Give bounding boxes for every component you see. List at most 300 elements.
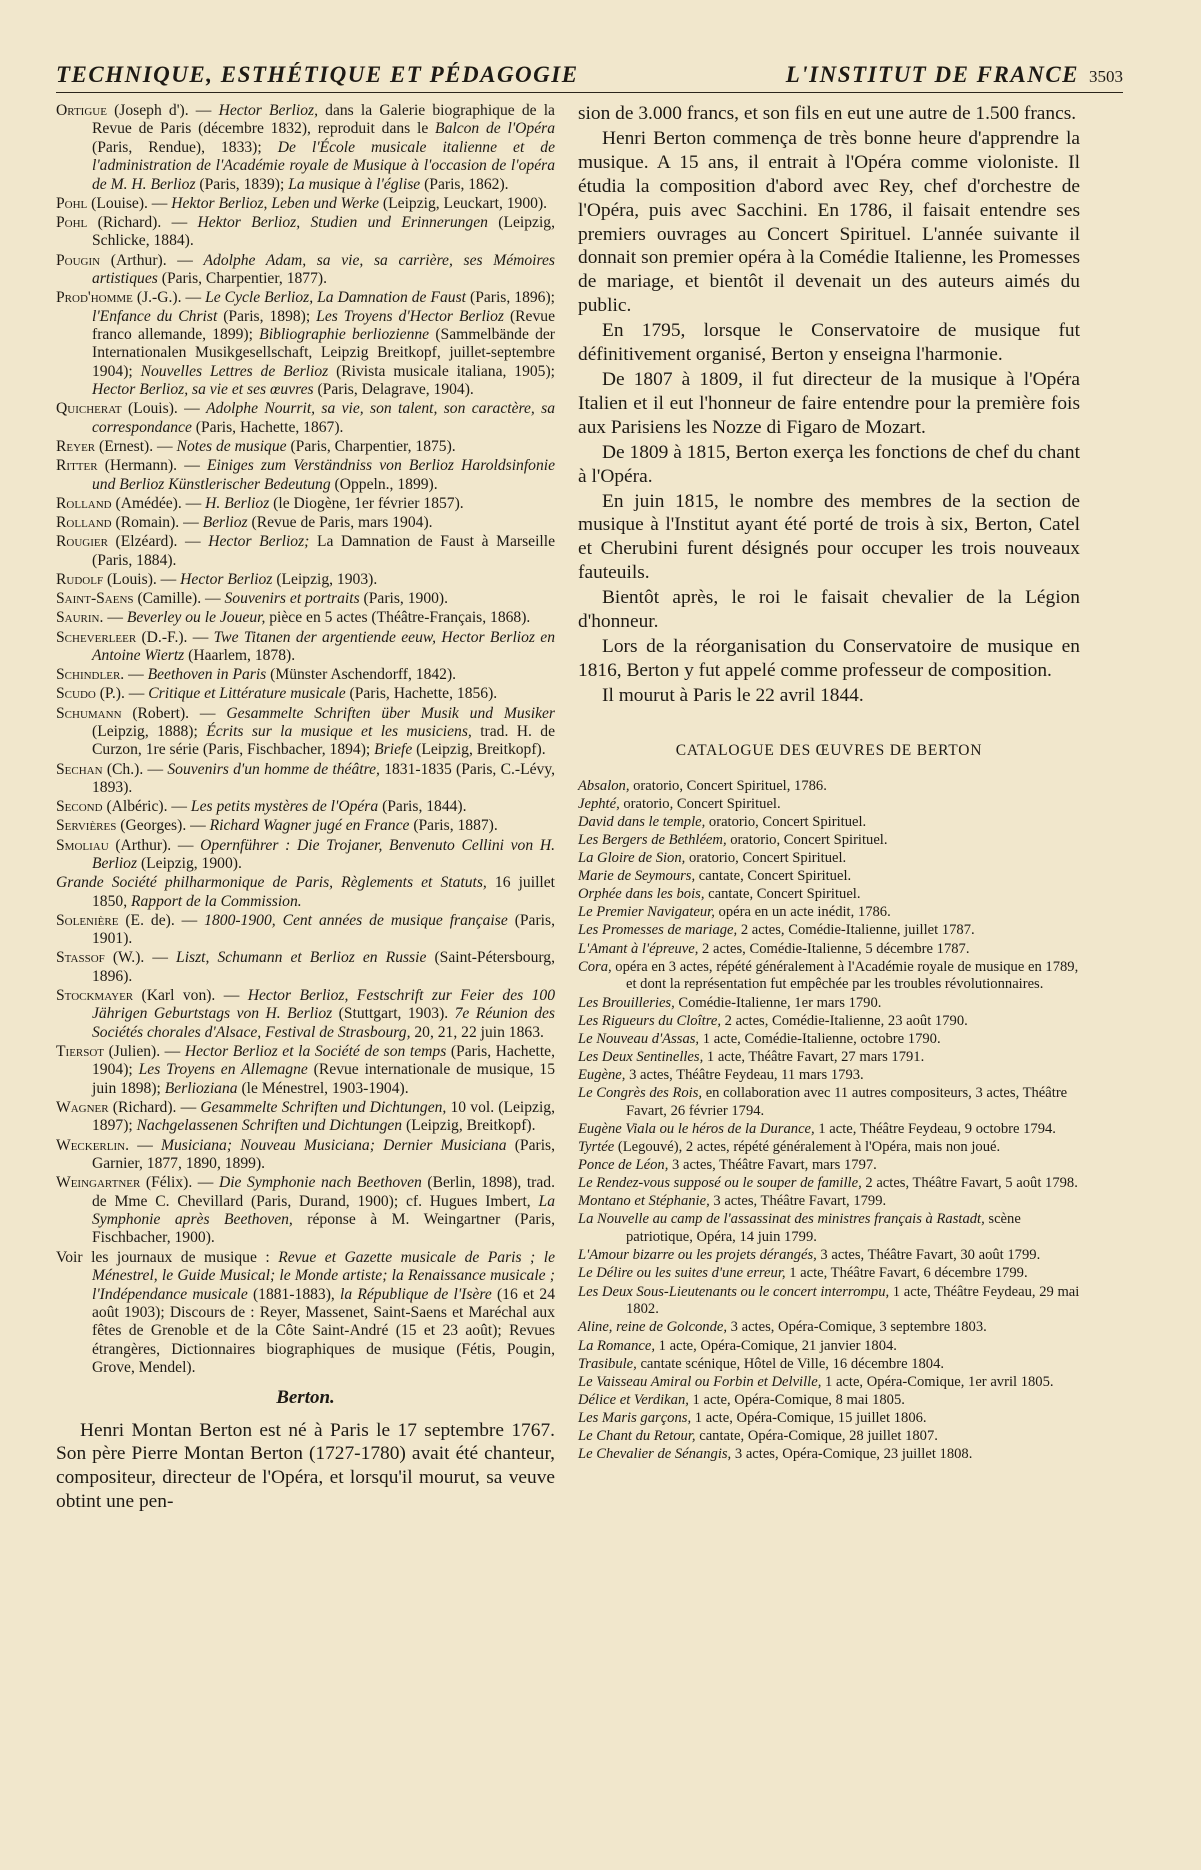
work-entry xyxy=(578,868,1080,886)
entry-title: Hector Berlioz; xyxy=(208,533,310,551)
entry-author: Wagner xyxy=(56,1099,109,1117)
entry-title: H. Berlioz xyxy=(205,494,270,512)
work-title: Ponce de Léon, xyxy=(578,1157,669,1174)
entry-text: (Haarlem, 1878). xyxy=(184,646,296,664)
bibliography-entry xyxy=(56,457,555,494)
entry-text: . — xyxy=(120,666,148,684)
entry-title: Nouvelles Lettres de Berlioz xyxy=(140,362,329,380)
entry-title: Hektor Berlioz, Leben und Werke xyxy=(171,194,380,212)
work-details: en collaboration avec 11 autres compositeurs, 3 actes, Théâtre Favart, 26 février 1794. xyxy=(626,1085,1068,1119)
entry-title: Rapport de la Commission. xyxy=(130,892,302,910)
entry-text: (Ch.). — xyxy=(102,760,168,778)
bibliography-entry xyxy=(56,666,555,684)
entry-title: Gesammelte Schriften und Dichtungen, xyxy=(200,1099,447,1117)
entry-text: (Paris, 1887). xyxy=(409,817,498,835)
entry-text: (Revue internationale de musique, 15 juin 1898); xyxy=(92,1061,555,1097)
entry-text: (Georges). — xyxy=(116,817,210,835)
bibliography-entry xyxy=(56,705,555,760)
work-entry xyxy=(578,922,1080,940)
biography-paragraph: Bientôt après, le roi le faisait chevalier de la Légion d'honneur. xyxy=(578,587,1080,633)
work-title: David dans le temple, xyxy=(578,813,706,830)
entry-text: (Paris, Delagrave, 1904). xyxy=(313,381,474,399)
entry-title: Beverley ou le Joueur, xyxy=(126,609,266,627)
entry-text: (Leipzig, Breitkopf). xyxy=(412,741,546,759)
entry-author: Weingartner xyxy=(56,1174,141,1192)
work-details: oratorio, Concert Spirituel. xyxy=(685,850,847,867)
entry-author: Scheverleer xyxy=(56,628,137,646)
work-details: oratorio, Concert Spirituel. xyxy=(726,831,888,848)
entry-title: Notes de musique xyxy=(176,438,287,456)
entry-text: (Paris, Hachette, 1867). xyxy=(191,418,344,436)
entry-title: Berlioziana xyxy=(164,1079,238,1097)
work-details: cantate scénique, Hôtel de Ville, 16 décembre 1804. xyxy=(636,1355,945,1372)
entry-text: (Richard). — xyxy=(87,214,198,232)
work-entry xyxy=(578,959,1080,995)
work-details: 3 actes, Théâtre Favart, 30 août 1799. xyxy=(816,1247,1041,1264)
work-title: Délice et Verdikan, xyxy=(578,1391,689,1408)
entry-text: (Paris, 1900). xyxy=(359,590,449,608)
section-title: Berton. xyxy=(276,1386,335,1408)
entry-text: (Leipzig, Leuckart, 1900). xyxy=(379,194,548,212)
entry-text: (Félix). — xyxy=(140,1174,219,1192)
entry-author: Sechan xyxy=(56,760,103,778)
entry-text: pièce en 5 actes (Théâtre-Français, 1868). xyxy=(265,609,531,627)
entry-text: (Paris, 1862). xyxy=(420,175,509,193)
bibliography-entry xyxy=(56,590,555,608)
entry-author: Tiersot xyxy=(56,1043,105,1061)
entry-text: 20, 21, 22 juin 1863. xyxy=(410,1023,544,1041)
entry-title: Musiciana; Nouveau Musiciana; Dernier Musiciana xyxy=(161,1136,507,1154)
work-title: Le Délire ou les suites d'une erreur, xyxy=(578,1265,786,1282)
entry-text: (Paris, 1844). xyxy=(378,798,467,816)
bibliography-entry xyxy=(56,798,555,816)
work-title: Les Promesses de mariage, xyxy=(578,922,738,939)
entry-text: trad. H. de Curzon, 1re série (Paris, Fischbacher, 1894); xyxy=(92,722,555,759)
biography-paragraph: Henri Montan Berton est né à Paris le 17 septembre 1767. Son père Pierre Montan Berton (1727-1780) avait été chanteur, compositeur, directeur de l'Opéra, et lorsqu'il mourut, sa veuve obtint une pen- xyxy=(56,1419,555,1513)
entry-title: Hector Berlioz, sa vie et ses œuvres xyxy=(92,381,314,399)
works-catalogue xyxy=(578,778,1080,1464)
bibliography-entry xyxy=(56,289,555,399)
work-details: 1 acte, Théâtre Favart, 6 décembre 1799. xyxy=(785,1265,1028,1282)
bibliography-entry xyxy=(56,533,555,570)
biography-paragraph: Il mourut à Paris le 22 avril 1844. xyxy=(602,684,864,706)
entry-author: Second xyxy=(56,798,103,816)
work-title: Le Rendez-vous supposé ou le souper de famille, xyxy=(578,1175,862,1192)
entry-text: (Ernest). — xyxy=(95,438,177,456)
entry-text: (W.). — xyxy=(104,949,177,967)
work-title: Tyrtée xyxy=(578,1139,615,1156)
entry-author: Rolland xyxy=(56,514,112,532)
biography-paragraph: De 1809 à 1815, Berton exerça les fonctions de chef du chant à l'Opéra. xyxy=(578,441,1080,487)
entry-text: (Arthur). — xyxy=(100,251,204,269)
entry-text: 10 vol. (Leipzig, 1897); xyxy=(92,1099,555,1135)
work-details: 3 actes, Théâtre Favart, mars 1797. xyxy=(668,1157,877,1174)
entry-text: (Revue de Paris, mars 1904). xyxy=(247,514,433,532)
work-details: opéra en 3 actes, répété généralement à l'Académie royale de musique en 1789, et dont la représentation fut empêchée par les troubles révolutionnaires. xyxy=(611,958,1079,993)
work-entry xyxy=(578,1247,1080,1265)
work-title: Cora, xyxy=(578,958,612,975)
bibliography-entry xyxy=(56,874,555,911)
work-title: Trasibule, xyxy=(578,1355,637,1372)
work-details: 1 acte, Opéra-Comique, 21 janvier 1804. xyxy=(655,1337,897,1354)
work-title: L'Amant à l'épreuve, xyxy=(578,940,699,957)
work-title: Eugène, xyxy=(578,1066,626,1083)
entry-title: Briefe xyxy=(374,741,413,759)
entry-title: Hector Berlioz et la Société de son temps xyxy=(184,1043,447,1061)
entry-text: (J.-G.). — xyxy=(132,289,206,307)
biography-paragraph: En juin 1815, le nombre des membres de la section de musique à l'Institut ayant été porté de trois à six, Berton, Catel et Cherubini furent désignés pour occuper les trois nouveaux fauteuils. xyxy=(578,490,1080,584)
work-entry xyxy=(578,1067,1080,1085)
work-details: 2 actes, Comédie-Italienne, 23 août 1790. xyxy=(720,1012,968,1029)
entry-text: (Rivista musicale italiana, 1905); xyxy=(328,362,555,380)
entry-author: Quicherat xyxy=(56,400,122,418)
entry-text: (Louis). — xyxy=(103,570,181,588)
entry-author: Servières xyxy=(56,817,117,835)
entry-author: Schumann xyxy=(56,704,122,722)
work-entry xyxy=(578,1374,1080,1392)
entry-title: 1800-1900, Cent années de musique française xyxy=(204,911,508,929)
entry-text: (Julien). — xyxy=(104,1043,185,1061)
entry-text: (Louis). — xyxy=(121,400,207,418)
entry-text: (Paris, 1896); xyxy=(466,289,555,307)
entry-text: (Revue franco allemande, 1899); xyxy=(92,307,555,344)
work-entry xyxy=(578,995,1080,1013)
entry-text: (Leipzig, 1888); xyxy=(92,722,207,740)
work-title: Les Brouilleries, xyxy=(578,994,675,1011)
work-entry xyxy=(578,1356,1080,1374)
catalogue-title: CATALOGUE DES ŒUVRES DE BERTON xyxy=(675,741,983,759)
work-entry xyxy=(578,1211,1080,1247)
work-entry xyxy=(578,1284,1080,1320)
entry-title: Twe Titanen der argentiende eeuw, Hector Berlioz en Antoine Wiertz xyxy=(92,628,556,664)
entry-title: Adolphe Nourrit, sa vie, son talent, son caractère, sa correspondance xyxy=(92,400,555,436)
entry-text: (Hermann). — xyxy=(97,457,207,475)
entry-text: (1881-1883), xyxy=(247,1285,341,1303)
entry-author: Weckerlin xyxy=(56,1136,126,1154)
running-head xyxy=(56,62,1123,92)
entry-title: Les Troyens d'Hector Berlioz xyxy=(316,307,504,325)
work-details: 1 acte, Opéra-Comique, 8 mai 1805. xyxy=(688,1391,905,1408)
entry-text: (Paris, Charpentier, 1877). xyxy=(157,270,327,288)
entry-text: La Damnation de Faust à Marseille (Paris, 1884). xyxy=(92,533,555,569)
entry-text: (Paris, 1898); xyxy=(217,307,317,325)
biography-paragraph: De 1807 à 1809, il fut directeur de la musique à l'Opéra Italien et il eut l'honneur de faire entendre pour la première fois aux Parisiens les Nozze di Figaro de Mozart. xyxy=(578,368,1080,438)
bibliography-entry xyxy=(56,1099,555,1136)
biography-paragraph: Henri Berton commença de très bonne heure d'apprendre la musique. A 15 ans, il entrait à l'Opéra comme violoniste. Il étudia la composition d'abord avec Rey, chef d'orchestre de l'Opéra, puis avec Sacchini. En 1786, il faisait entendre ses premiers ouvrages au Concert Spirituel. L'année suivante il donnait son premier opéra à la Comédie Italienne, les Promesses de mariage, et bientôt il devenait un des auteurs aimés du public. xyxy=(578,127,1080,317)
entry-author: Ortigue xyxy=(56,102,107,119)
entry-title: l'Enfance du Christ xyxy=(92,307,218,325)
entry-title: Les Troyens en Allemagne xyxy=(138,1061,308,1079)
work-title: Le Nouveau d'Assas, xyxy=(578,1030,700,1047)
entry-title: Le Cycle Berlioz, La Damnation de Faust xyxy=(205,289,466,307)
bibliography-entry xyxy=(56,1249,555,1378)
entry-author: Reyer xyxy=(56,438,96,456)
work-entry xyxy=(578,1031,1080,1049)
entry-text: (Stuttgart, 1903). xyxy=(332,1005,455,1023)
entry-title: Souvenirs et portraits xyxy=(224,590,360,608)
work-details: 3 actes, Théâtre Favart, 1799. xyxy=(709,1193,887,1210)
entry-author: Saurin xyxy=(56,609,100,627)
work-details: 2 actes, Comédie-Italienne, juillet 1787. xyxy=(737,922,975,939)
entry-text: (Paris, Charpentier, 1875). xyxy=(286,438,456,456)
work-details: oratorio, Concert Spirituel, 1786. xyxy=(629,777,827,794)
work-details: 1 acte, Opéra-Comique, 1er avril 1805. xyxy=(821,1373,1054,1390)
entry-author: Pougin xyxy=(56,251,101,269)
entry-title: Einiges zum Verständniss von Berlioz Haroldsinfonie und Berlioz Künstlerischer Bedeutung xyxy=(92,457,555,493)
entry-title: Adolphe Adam, sa vie, sa carrière, ses Mémoires artistiques xyxy=(92,251,555,288)
work-entry xyxy=(578,904,1080,922)
entry-text: . — xyxy=(125,1136,162,1154)
entry-title: Beethoven in Paris xyxy=(147,666,267,684)
work-title: Eugène Viala ou le héros de la Durance, xyxy=(578,1120,815,1137)
work-entry xyxy=(578,1013,1080,1031)
work-title: Les Maris garçons, xyxy=(578,1409,692,1426)
bibliography-entry xyxy=(56,817,555,835)
entry-text: (Paris, Rendue), 1833); xyxy=(92,138,278,156)
entry-text: (Robert). — xyxy=(121,704,227,722)
left-column xyxy=(56,102,555,1515)
work-title: Le Premier Navigateur, xyxy=(578,904,715,921)
entry-author: Stockmayer xyxy=(56,987,134,1005)
work-entry xyxy=(578,1319,1080,1337)
work-entry xyxy=(578,886,1080,904)
work-details: opéra en un acte inédit, 1786. xyxy=(714,904,891,921)
entry-text: 16 juillet 1850, xyxy=(92,874,555,910)
work-title: Le Chant du Retour, xyxy=(578,1428,696,1445)
entry-text: (Leipzig, 1903). xyxy=(272,570,378,588)
entry-text: Voir les journaux de musique : xyxy=(56,1248,279,1266)
work-details: 3 actes, Opéra-Comique, 23 juillet 1808. xyxy=(731,1446,973,1463)
entry-text: (Camille). — xyxy=(133,590,225,608)
entry-title: Balcon de l'Opéra xyxy=(435,120,556,138)
work-details: 3 actes, Opéra-Comique, 3 septembre 1803. xyxy=(727,1319,987,1336)
work-entry xyxy=(578,1265,1080,1283)
work-title: Montano et Stéphanie, xyxy=(578,1193,710,1210)
entry-text: (Münster Aschendorff, 1842). xyxy=(266,666,457,684)
entry-author: Rudolf xyxy=(56,570,104,588)
entry-text: (Leipzig, Breitkopf). xyxy=(402,1117,536,1135)
entry-title: Hektor Berlioz, Studien und Erinnerungen xyxy=(197,214,488,232)
work-details: oratorio, Concert Spirituel. xyxy=(619,795,781,812)
work-details: 1 acte, Théâtre Feydeau, 29 mai 1802. xyxy=(626,1283,1080,1318)
biography-paragraph: Lors de la réorganisation du Conservatoire de musique en 1816, Berton y fut appelé comme professeur de composition. xyxy=(578,635,1080,681)
entry-text: (Paris, Hachette, 1856). xyxy=(345,685,498,703)
entry-title: Die Symphonie nach Beethoven xyxy=(218,1174,422,1192)
entry-author: Scudo xyxy=(56,685,96,703)
entry-title: La musique à l'église xyxy=(288,175,421,193)
entry-text: (16 et 24 août 1903); Discours de : Reyer, Massenet, Saint-Saens et Maréchal aux fêtes de Grenoble et de la Côte Saint-André (15 et 23 août); Revues étrangères, Dictionnaires biographiques de musique (Fétis, Pougin, Grove, Mendel). xyxy=(92,1285,556,1377)
entry-title: Hector Berlioz, Festschrift zur Feier des 100 Jährigen Geburtstags von H. Berlioz xyxy=(92,987,556,1023)
work-title: Orphée dans les bois, xyxy=(578,886,705,903)
entry-text: (le Ménestrel, 1903-1904). xyxy=(237,1079,409,1097)
entry-text: (Paris, 1839); xyxy=(195,175,289,193)
work-title: Absalon, xyxy=(578,777,630,794)
entry-title: Richard Wagner jugé en France xyxy=(209,817,410,835)
entry-title: Écrits sur la musique et les musiciens, xyxy=(206,722,472,740)
entry-author: Pohl xyxy=(56,214,88,232)
entry-text: (Paris, 1901). xyxy=(92,911,555,948)
work-details: Comédie-Italienne, 1er mars 1790. xyxy=(674,994,882,1011)
entry-text: 1831-1835 (Paris, C.-Lévy, 1893). xyxy=(92,760,555,796)
entry-author: Rolland xyxy=(56,494,112,512)
header-rule xyxy=(56,92,1123,93)
entry-author: Rougier xyxy=(56,533,108,551)
entry-title: Opernführer : Die Trojaner, Benvenuto Cellini von H. Berlioz xyxy=(92,836,555,872)
bibliography-entry xyxy=(56,495,555,513)
entry-text: (Elzéard). — xyxy=(107,533,209,551)
work-entry xyxy=(578,1446,1080,1464)
bibliography-entry xyxy=(56,102,555,194)
bibliography-entry xyxy=(56,1043,555,1098)
work-entry xyxy=(578,1121,1080,1139)
work-details: 1 acte, Théâtre Favart, 27 mars 1791. xyxy=(703,1048,925,1065)
bibliography-list xyxy=(56,102,555,1378)
bibliography-entry xyxy=(56,214,555,251)
work-entry xyxy=(578,1338,1080,1356)
work-entry xyxy=(578,814,1080,832)
work-entry xyxy=(578,1085,1080,1121)
biography-start xyxy=(56,1419,555,1515)
entry-text: (Sammelbände der Internationalen Musikgesellschaft, Leipzig Breitkopf, juillet-septembre 1904); xyxy=(92,326,555,380)
work-entry xyxy=(578,1193,1080,1211)
work-title: La Nouvelle au camp de l'assassinat des ministres français à Rastadt, xyxy=(578,1211,985,1228)
work-details: 1 acte, Comédie-Italienne, octobre 1790. xyxy=(699,1030,941,1047)
work-title: Les Rigueurs du Cloître, xyxy=(578,1012,721,1029)
work-title: Le Chevalier de Sénangis, xyxy=(578,1446,732,1463)
entry-text: (E. de). — xyxy=(118,911,205,929)
entry-text: (Paris, Hachette, 1904); xyxy=(92,1043,555,1079)
bibliography-entry xyxy=(56,912,555,949)
entry-text: . — xyxy=(99,609,127,627)
entry-text: (Amédée). — xyxy=(111,494,206,512)
entry-title: Liszt, Schumann et Berlioz en Russie xyxy=(176,949,427,967)
entry-text: (Leipzig, Schlicke, 1884). xyxy=(92,214,555,250)
work-details: cantate, Concert Spirituel. xyxy=(704,886,861,903)
work-details: 3 actes, Théâtre Feydeau, 11 mars 1793. xyxy=(625,1066,864,1083)
bibliography-entry xyxy=(56,252,555,289)
work-entry xyxy=(578,1392,1080,1410)
bibliography-entry xyxy=(56,400,555,437)
entry-text: (Louise). — xyxy=(87,194,172,212)
work-title: Aline, reine de Golconde, xyxy=(578,1319,727,1336)
entry-text: dans la Galerie biographique de la Revue de Paris (décembre 1832), reproduit dans le xyxy=(92,102,555,138)
biography-continued xyxy=(578,102,1080,708)
entry-text: (D.-F.). — xyxy=(136,628,214,646)
entry-title: Critique et Littérature musicale xyxy=(148,685,346,703)
entry-text: (Saint-Pétersbourg, 1896). xyxy=(92,949,555,985)
work-details: 2 actes, Comédie-Italienne, 5 décembre 1787. xyxy=(698,940,970,957)
work-title: L'Amour bizarre ou les projets dérangés, xyxy=(578,1247,817,1264)
bibliography-entry xyxy=(56,987,555,1042)
right-column xyxy=(578,102,1080,1464)
work-entry xyxy=(578,832,1080,850)
entry-author: Stassof xyxy=(56,949,105,967)
entry-title: Berlioz xyxy=(202,514,248,532)
entry-author: Pohl xyxy=(56,194,88,212)
entry-text: (Joseph d'). — xyxy=(106,102,219,119)
running-head-right-group xyxy=(786,62,1123,88)
entry-title: Revue et Gazette musicale de Paris ; le Ménestrel, le Guide Musical; le Monde artiste; la Renaissance musicale ; l'Indépendance musicale xyxy=(92,1248,556,1303)
entry-text: (Richard). — xyxy=(108,1099,201,1117)
entry-title: Nachgelassenen Schriften und Dichtungen xyxy=(136,1117,403,1135)
work-title: Le Congrès des Rois, xyxy=(578,1085,703,1101)
entry-author: Solenière xyxy=(56,911,119,929)
bibliography-entry xyxy=(56,761,555,798)
entry-text: (Karl von). — xyxy=(133,987,248,1005)
work-details: oratorio, Concert Spirituel. xyxy=(705,813,867,830)
entry-text: (Romain). — xyxy=(111,514,203,532)
work-title: Les Bergers de Bethléem, xyxy=(578,831,727,848)
work-details: scène patriotique, Opéra, 14 juin 1799. xyxy=(626,1211,1021,1246)
entry-author: Prod'homme xyxy=(56,289,133,307)
entry-title: 7e Réunion des Sociétés chorales d'Alsace, Festival de Strasbourg, xyxy=(92,1005,555,1041)
work-title: Les Deux Sous-Lieutenants ou le concert interrompu, xyxy=(578,1283,890,1300)
work-entry xyxy=(578,1157,1080,1175)
entry-author: Saint-Saens xyxy=(56,590,134,608)
work-entry xyxy=(578,1139,1080,1157)
entry-author: Schindler xyxy=(56,666,121,684)
bibliography-entry xyxy=(56,609,555,627)
work-title: Marie de Seymours, xyxy=(578,868,696,885)
work-title: Le Vaisseau Amiral ou Forbin et Delville, xyxy=(578,1373,822,1390)
work-details: 1 acte, Théâtre Feydeau, 9 octobre 1794. xyxy=(814,1120,1056,1137)
entry-text: (Albéric). — xyxy=(102,798,191,816)
work-entry xyxy=(578,1175,1080,1193)
entry-text: (Arthur). — xyxy=(108,836,201,854)
work-details: cantate, Concert Spirituel. xyxy=(695,868,852,885)
biography-paragraph: En 1795, lorsque le Conservatoire de musique fut définitivement organisé, Berton y enseigna l'harmonie. xyxy=(578,320,1080,366)
entry-title: Les petits mystères de l'Opéra xyxy=(190,798,379,816)
entry-title: Grande Société philharmonique de Paris, Règlements et Statuts, xyxy=(56,874,487,892)
work-entry xyxy=(578,1049,1080,1067)
entry-title: la République de l'Isère xyxy=(340,1285,492,1303)
entry-text: (P.). — xyxy=(95,685,149,703)
biography-paragraph: sion de 3.000 francs, et son fils en eut une autre de 1.500 francs. xyxy=(578,103,1077,124)
work-entry xyxy=(578,850,1080,868)
page-number: 3503 xyxy=(1089,67,1123,86)
entry-text: (Leipzig, 1900). xyxy=(137,854,242,872)
bibliography-entry xyxy=(56,1137,555,1174)
entry-title: Gesammelte Schriften über Musik und Musiker xyxy=(226,704,555,722)
bibliography-entry xyxy=(56,571,555,589)
running-head-right: L'INSTITUT DE FRANCE xyxy=(785,62,1079,87)
entry-text: (Paris, Garnier, 1877, 1890, 1899). xyxy=(92,1136,555,1173)
entry-title: La Symphonie après Beethoven, xyxy=(92,1192,555,1229)
work-title: Jephté, xyxy=(578,795,620,812)
bibliography-entry xyxy=(56,837,555,874)
work-entry xyxy=(578,778,1080,796)
work-details: cantate, Opéra-Comique, 28 juillet 1807. xyxy=(695,1428,938,1445)
work-details: (Legouvé), 2 actes, répété généralement à l'Opéra, mais non joué. xyxy=(614,1139,1001,1156)
work-details: 1 acte, Opéra-Comique, 15 juillet 1806. xyxy=(691,1409,927,1426)
entry-title: Souvenirs d'un homme de théâtre, xyxy=(167,760,380,778)
entry-title: Bibliographie berliozienne xyxy=(259,326,430,344)
bibliography-entry xyxy=(56,1174,555,1248)
bibliography-entry xyxy=(56,949,555,986)
work-details: 2 actes, Théâtre Favart, 5 août 1798. xyxy=(861,1175,1078,1192)
work-entry xyxy=(578,1410,1080,1428)
entry-title: Hector Berlioz xyxy=(180,570,273,588)
entry-author: Ritter xyxy=(56,457,98,475)
work-title: La Gloire de Sion, xyxy=(578,850,686,867)
entry-author: Smoliau xyxy=(56,836,109,854)
work-entry xyxy=(578,1428,1080,1446)
entry-text: (Berlin, 1898), trad. de Mme C. Chevillard (Paris, Durand, 1900); cf. Hugues Imbert, xyxy=(92,1174,555,1210)
entry-text: (Oppeln., 1899). xyxy=(330,475,438,493)
work-entry xyxy=(578,941,1080,959)
bibliography-entry xyxy=(56,438,555,456)
work-entry xyxy=(578,796,1080,814)
